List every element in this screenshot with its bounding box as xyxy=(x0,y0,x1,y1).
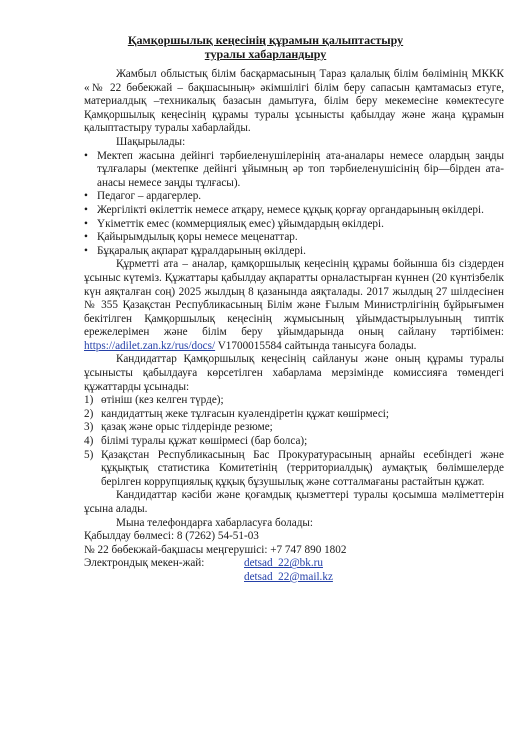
bullet-icon: • xyxy=(84,244,88,257)
title-line-1: Қамқоршылық кеңесінің құрамын қалыптастыру xyxy=(127,33,404,47)
email-label: Электрондық мекен-жай: xyxy=(84,557,205,570)
bullet-icon: • xyxy=(84,203,88,216)
invited-list xyxy=(84,150,504,259)
parents-paragraph: Құрметті ата – аналар, қамқоршылық кеңесінің құрамы бойынша біз сіздерден ұсыныс күтеміз. Құжаттары қабылдау ақпаратты орналастырған күннен (20 күнтізбелік күн аяқталған соң) 2025 жылдың 8 қазанында аяқталады. 2017 жылдың 27 шілдесінен № 355 Қазақстан Республикасының Білім және Ғылым Министрлігінің бұйрығымен бекітілген Қамқоршылық кеңесінің жұмысының ұйымдастырылуының типтік ережелерімен және білім беру ұйымдарында оның сайлану тәртібімен: https://adilet.zan.kz/rus/docs/ V1700015584 сайтында танысуға болады. xyxy=(84,258,504,352)
candidates-paragraph: Кандидаттар Қамқоршылық кеңесінің сайлануы және оның құрамы туралы ұсынысты қабылдауға көрсетілген хабарлама мерзімінде комиссияға төмендегі құжаттарды ұсынады: xyxy=(84,353,504,393)
document-body xyxy=(84,68,504,585)
list-item: 1) өтініш (кез келген түрде); xyxy=(84,394,224,407)
bullet-icon: • xyxy=(84,231,88,244)
title-line-2: туралы хабарландыру xyxy=(204,47,327,61)
document-title xyxy=(0,33,531,61)
list-item: 4) білімі туралы құжат көшірмесі (бар болса); xyxy=(84,435,308,448)
list-item: • Жергілікті өкілеттік немесе атқару, немесе құқық қорғау органдарының өкілдері. xyxy=(84,203,484,216)
list-item: 3) қазақ және орыс тілдерінде резюме; xyxy=(84,421,273,434)
bullet-icon: • xyxy=(84,217,88,230)
contact-email-row-2 xyxy=(84,571,504,585)
additional-info-paragraph: Кандидаттар кәсіби және қоғамдық қызметтері туралы қосымша мәліметтерін ұсына алады. xyxy=(84,489,504,515)
email-link-mail[interactable]: detsad_22@mail.kz xyxy=(244,570,333,583)
adilet-link[interactable]: https://adilet.zan.kz/rus/docs/ xyxy=(84,339,216,352)
bullet-icon: • xyxy=(84,190,88,203)
contact-reception: Қабылдау бөлмесі: 8 (7262) 54-51-03 xyxy=(84,530,259,543)
list-item: • Қайырымдылық қоры немесе меценаттар. xyxy=(84,231,298,244)
list-item: • Педагог – ардагерлер. xyxy=(84,190,202,203)
documents-list xyxy=(84,394,504,489)
phones-intro: Мына телефондарға хабарласуға болады: xyxy=(116,516,314,529)
intro-paragraph: Жамбыл облыстық білім басқармасының Тараз қалалық білім бөлімінің МККК «№ 22 бөбекжай – бақшасының» әкімшілігі білім беру сапасын қамтамасыз етуге, материалдық –техникалық базасын дамытуға, білім беру мекемесіне көмектесуге Қамқоршылық кеңесінің құрамы туралы ұсынысты қабылдау және жаңа құрамын қалыптастыру туралы хабарлайды. xyxy=(84,68,504,135)
list-item: • Үкіметтік емес (коммерциялық емес) ұйымдардың өкілдері. xyxy=(84,217,384,230)
list-item: • Бұқаралық ақпарат құралдарының өкілдері. xyxy=(84,244,306,257)
list-item: 2) кандидаттың жеке тұлғасын куәлендіретін құжат көшірмесі; xyxy=(84,407,390,420)
contact-email-row xyxy=(84,557,504,571)
invited-label: Шақырылады: xyxy=(116,135,186,148)
contact-head: № 22 бөбекжай-бақшасы меңгерушісі: +7 747 890 1802 xyxy=(84,543,347,556)
bullet-icon: • xyxy=(84,149,88,162)
email-link-bk[interactable]: detsad_22@bk.ru xyxy=(244,557,323,570)
list-item: 5) Қазақстан Республикасының Бас Прокуратурасының арнайы есебіндегі және құқықтық статистика Комитетінің (территориалдық) аумақтық бөлімшелерде берілген коррупциялық құқық бұзушылық және сотталмағаны растайтын құжат. xyxy=(84,448,504,488)
list-item: • Мектеп жасына дейінгі тәрбиеленушілерінің ата-аналары немесе олардың заңды тұлғалары (мектепке дейінгі ұйымның әр топ тәрбиеленушісінің бір—бірден ата-анасы немесе заңды тұлғасы). xyxy=(84,149,504,189)
